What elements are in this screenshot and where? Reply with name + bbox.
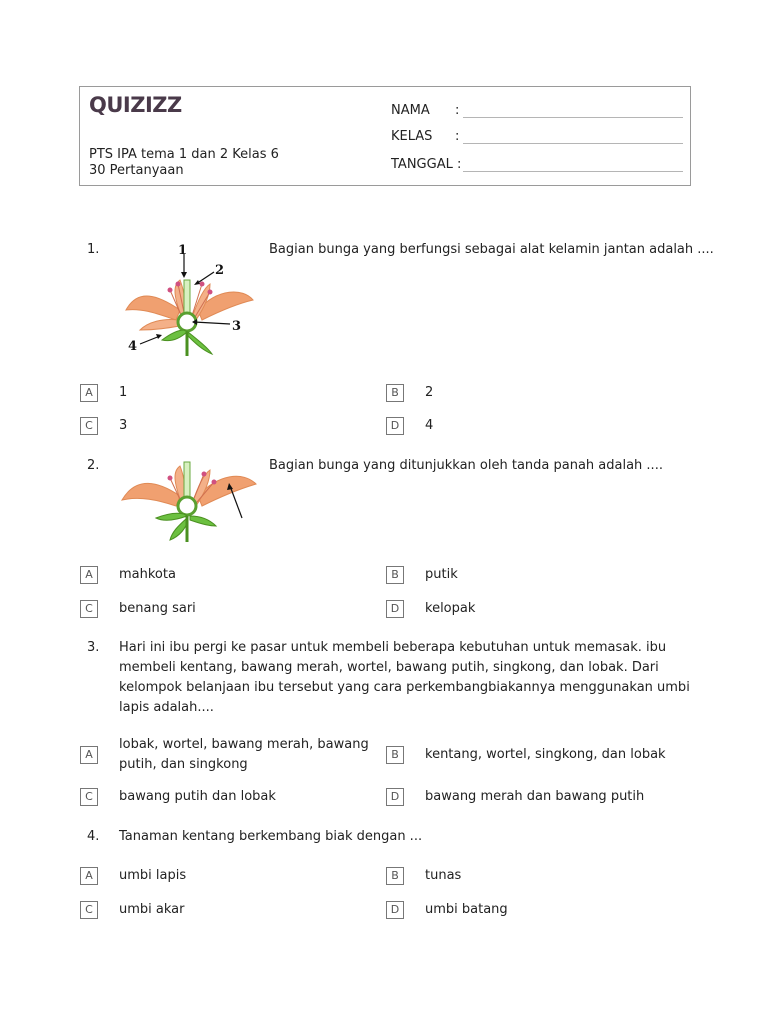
- q2-option-d-text: kelopak: [425, 601, 476, 616]
- q3-option-b-text: kentang, wortel, singkong, dan lobak: [425, 747, 666, 762]
- date-field: [391, 157, 683, 177]
- q2-option-b-text: putik: [425, 567, 458, 582]
- q2-option-c-box[interactable]: C: [80, 600, 98, 618]
- q3-option-a-line: lobak, wortel, bawang merah, bawang: [119, 737, 369, 752]
- question-4-number: 4.: [87, 829, 100, 844]
- q4-option-c-text: umbi akar: [119, 902, 185, 917]
- q2-option-d-box[interactable]: D: [386, 600, 404, 618]
- class-label: KELAS: [391, 129, 433, 144]
- q4-option-d-text: umbi batang: [425, 902, 508, 917]
- question-3-text: [119, 638, 690, 718]
- q3-option-c-text: bawang putih dan lobak: [119, 789, 276, 804]
- q3-option-a-box[interactable]: A: [80, 746, 98, 764]
- question-1-text: Bagian bunga yang berfungsi sebagai alat kelamin jantan adalah ....: [269, 242, 714, 257]
- q1-option-b-box[interactable]: B: [386, 384, 404, 402]
- q1-option-c-box[interactable]: C: [80, 417, 98, 435]
- diagram-label-3: 3: [232, 319, 242, 334]
- flower-diagram-1: [118, 240, 258, 360]
- q4-option-b-text: tunas: [425, 868, 462, 883]
- q4-option-d-box[interactable]: D: [386, 901, 404, 919]
- question-2-number: 2.: [87, 458, 100, 473]
- date-label: TANGGAL: [391, 157, 453, 172]
- class-field: [391, 129, 683, 149]
- q3-option-a-line: putih, dan singkong: [119, 757, 248, 772]
- class-line: [463, 143, 683, 144]
- name-colon: :: [455, 103, 460, 118]
- name-label: NAMA: [391, 103, 430, 118]
- question-3-line: lapis adalah....: [119, 700, 214, 715]
- date-line: [463, 171, 683, 172]
- diagram-label-1: 1: [178, 243, 188, 258]
- q1-option-a-box[interactable]: A: [80, 384, 98, 402]
- date-colon: :: [457, 157, 462, 172]
- q4-option-b-box[interactable]: B: [386, 867, 404, 885]
- diagram-label-4: 4: [128, 339, 138, 354]
- q2-option-a-text: mahkota: [119, 567, 176, 582]
- q1-option-c-text: 3: [119, 418, 128, 433]
- name-line: [463, 117, 683, 118]
- question-4-text: Tanaman kentang berkembang biak dengan ...: [119, 829, 423, 844]
- question-3-line: membeli kentang, bawang merah, wortel, bawang putih, singkong, dan lobak. Dari: [119, 660, 659, 675]
- q3-option-d-box[interactable]: D: [386, 788, 404, 806]
- class-colon: :: [455, 129, 460, 144]
- q3-option-d-text: bawang merah dan bawang putih: [425, 789, 645, 804]
- question-count: 30 Pertanyaan: [89, 163, 184, 178]
- q1-option-d-text: 4: [425, 418, 434, 433]
- question-3-number: 3.: [87, 640, 100, 655]
- question-1-number: 1.: [87, 242, 100, 257]
- q4-option-c-box[interactable]: C: [80, 901, 98, 919]
- q1-option-d-box[interactable]: D: [386, 417, 404, 435]
- worksheet-info: [89, 147, 279, 179]
- question-3-line: kelompok belanjaan ibu tersebut yang cara perkembangbiakannya menggunakan umbi: [119, 680, 690, 695]
- q4-option-a-text: umbi lapis: [119, 868, 187, 883]
- q3-option-c-box[interactable]: C: [80, 788, 98, 806]
- question-2-text: Bagian bunga yang ditunjukkan oleh tanda panah adalah ....: [269, 458, 663, 473]
- quizizz-logo: QUIZIZZ: [89, 93, 182, 117]
- q3-option-b-box[interactable]: B: [386, 746, 404, 764]
- worksheet-title: PTS IPA tema 1 dan 2 Kelas 6: [89, 147, 279, 162]
- diagram-label-2: 2: [215, 263, 225, 278]
- q4-option-a-box[interactable]: A: [80, 867, 98, 885]
- question-3-line: Hari ini ibu pergi ke pasar untuk membeli beberapa kebutuhan untuk memasak. ibu: [119, 640, 667, 655]
- worksheet-header: [79, 86, 691, 186]
- q3-option-a-text: [119, 735, 369, 775]
- name-field: [391, 103, 683, 123]
- q1-option-b-text: 2: [425, 385, 434, 400]
- q2-option-c-text: benang sari: [119, 601, 196, 616]
- flower-diagram-2: [118, 456, 258, 546]
- q2-option-a-box[interactable]: A: [80, 566, 98, 584]
- q2-option-b-box[interactable]: B: [386, 566, 404, 584]
- q1-option-a-text: 1: [119, 385, 128, 400]
